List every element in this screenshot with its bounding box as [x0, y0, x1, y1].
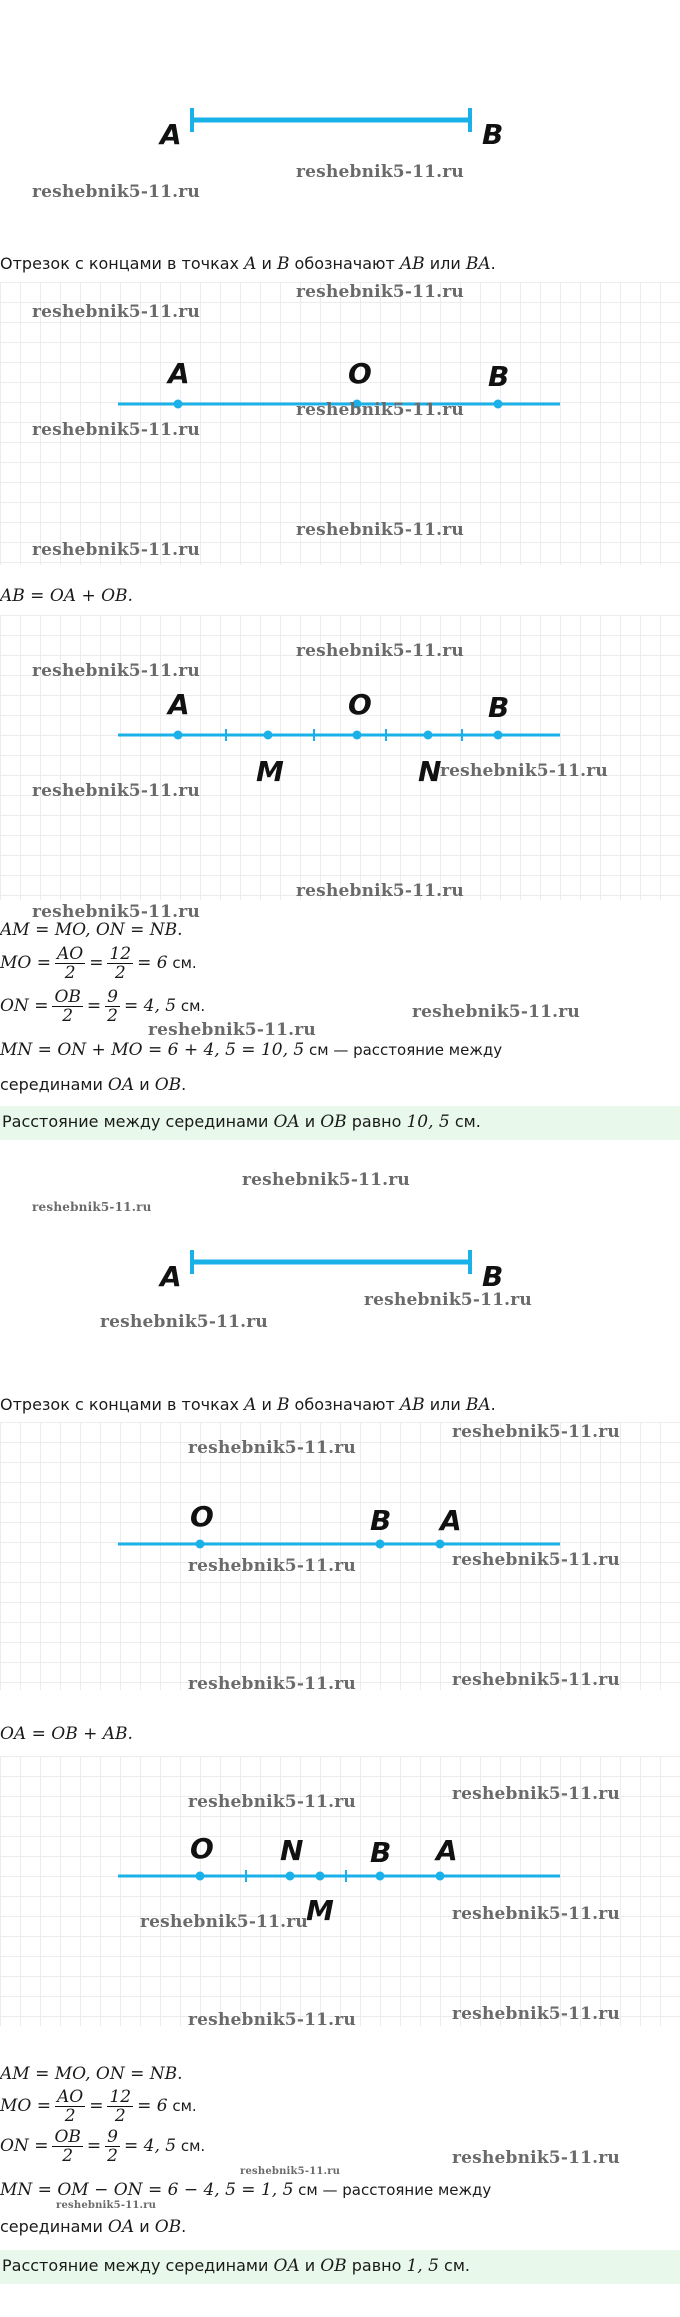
point-a-label: A [436, 1834, 458, 1867]
watermark: reshebnik5-11.ru [140, 1912, 308, 1932]
watermark: reshebnik5-11.ru [188, 1556, 356, 1576]
watermark: reshebnik5-11.ru [452, 1784, 620, 1804]
equation-mn: MN = OM − ON = 6 − 4, 5 = 1, 5 см — расстояние между [0, 2180, 492, 2200]
watermark: reshebnik5-11.ru [242, 1170, 410, 1190]
point-n-label: N [418, 755, 442, 788]
watermark: reshebnik5-11.ru [188, 1792, 356, 1812]
watermark: reshebnik5-11.ru [452, 1904, 620, 1924]
point-a-label: A [160, 1260, 182, 1293]
watermark: reshebnik5-11.ru [32, 661, 200, 681]
segment-ab-line [0, 100, 680, 160]
point-m-label: M [256, 755, 284, 788]
watermark: reshebnik5-11.ru [364, 1290, 532, 1310]
point-o-label: O [190, 1500, 214, 1533]
point-a-label: A [168, 688, 190, 721]
watermark: reshebnik5-11.ru [452, 2004, 620, 2024]
intro-text: Отрезок с концами в точках A и B обозначают AB или BA. [0, 1395, 496, 1415]
watermark: reshebnik5-11.ru [440, 761, 608, 781]
equation-mo: MO = $\frac{AO}{2}$ = $\frac{12}{2}$ = 6 см. [0, 944, 197, 983]
watermark: reshebnik5-11.ru [452, 1422, 620, 1442]
watermark: reshebnik5-11.ru [452, 1550, 620, 1570]
point-a-label: A [168, 357, 190, 390]
equation-on: ON = $\frac{OB}{2}$ = $\frac{9}{2}$ = 4, 5 см. [0, 987, 206, 1026]
point-o-label: O [348, 688, 372, 721]
answer-text: Расстояние между серединами OA и OB равно 10, 5 см. [2, 1112, 481, 1132]
figure-line-aob [0, 282, 680, 565]
intro-text: Отрезок с концами в точках A и B обозначают AB или BA. [0, 254, 496, 274]
point-a-label: A [440, 1504, 462, 1537]
watermark: reshebnik5-11.ru [296, 881, 464, 901]
watermark: reshebnik5-11.ru [32, 540, 200, 560]
point-n-label: N [280, 1834, 304, 1867]
point-b-label: B [488, 691, 510, 724]
figure-line-midpoints [0, 615, 680, 900]
watermark: reshebnik5-11.ru [32, 420, 200, 440]
equation-on: ON = $\frac{OB}{2}$ = $\frac{9}{2}$ = 4, 5 см. [0, 2127, 206, 2166]
equation-mn: MN = ON + MO = 6 + 4, 5 = 10, 5 см — расстояние между [0, 1040, 503, 1060]
point-o-label: O [348, 357, 372, 390]
figure-line-oba [0, 1422, 680, 1694]
midpoints-text: серединами OA и OB. [0, 2217, 187, 2237]
watermark: reshebnik5-11.ru [188, 2010, 356, 2030]
watermark: reshebnik5-11.ru [32, 781, 200, 801]
equation-oa: OA = OB + AB. [0, 1724, 133, 1744]
watermark: reshebnik5-11.ru [32, 182, 200, 202]
watermark: reshebnik5-11.ru [296, 162, 464, 182]
segment-ab-line [0, 1242, 680, 1302]
watermark: reshebnik5-11.ru [188, 1674, 356, 1694]
watermark: reshebnik5-11.ru [32, 1200, 152, 1214]
watermark: reshebnik5-11.ru [296, 282, 464, 302]
point-a-label: A [160, 118, 182, 151]
equation-ab: AB = OA + OB. [0, 586, 133, 606]
figure-line-midpoints-2 [0, 1756, 680, 2030]
point-b-label: B [488, 360, 510, 393]
watermark: reshebnik5-11.ru [412, 1002, 580, 1022]
watermark: reshebnik5-11.ru [188, 1438, 356, 1458]
watermark: reshebnik5-11.ru [56, 2200, 157, 2211]
watermark: reshebnik5-11.ru [452, 1670, 620, 1690]
watermark: reshebnik5-11.ru [452, 2148, 620, 2168]
watermark: reshebnik5-11.ru [148, 1020, 316, 1040]
point-m-label: M [306, 1894, 334, 1927]
watermark: reshebnik5-11.ru [296, 641, 464, 661]
watermark: reshebnik5-11.ru [32, 302, 200, 322]
point-b-label: B [370, 1836, 392, 1869]
midpoints-text: серединами OA и OB. [0, 1075, 187, 1095]
answer-box [0, 1106, 680, 1140]
watermark: reshebnik5-11.ru [296, 520, 464, 540]
equation-am-mo: AM = MO, ON = NB. [0, 920, 183, 940]
watermark: reshebnik5-11.ru [296, 400, 464, 420]
watermark: reshebnik5-11.ru [100, 1312, 268, 1332]
point-b-label: B [482, 118, 504, 151]
point-o-label: O [190, 1832, 214, 1865]
answer-text: Расстояние между серединами OA и OB равно 1, 5 см. [2, 2256, 470, 2276]
point-b-label: B [482, 1260, 504, 1293]
point-b-label: B [370, 1504, 392, 1537]
equation-am-mo: AM = MO, ON = NB. [0, 2064, 183, 2084]
watermark: reshebnik5-11.ru [240, 2166, 341, 2177]
watermark: reshebnik5-11.ru [32, 902, 200, 922]
equation-mo: MO = $\frac{AO}{2}$ = $\frac{12}{2}$ = 6 см. [0, 2087, 197, 2126]
answer-box [0, 2250, 680, 2284]
